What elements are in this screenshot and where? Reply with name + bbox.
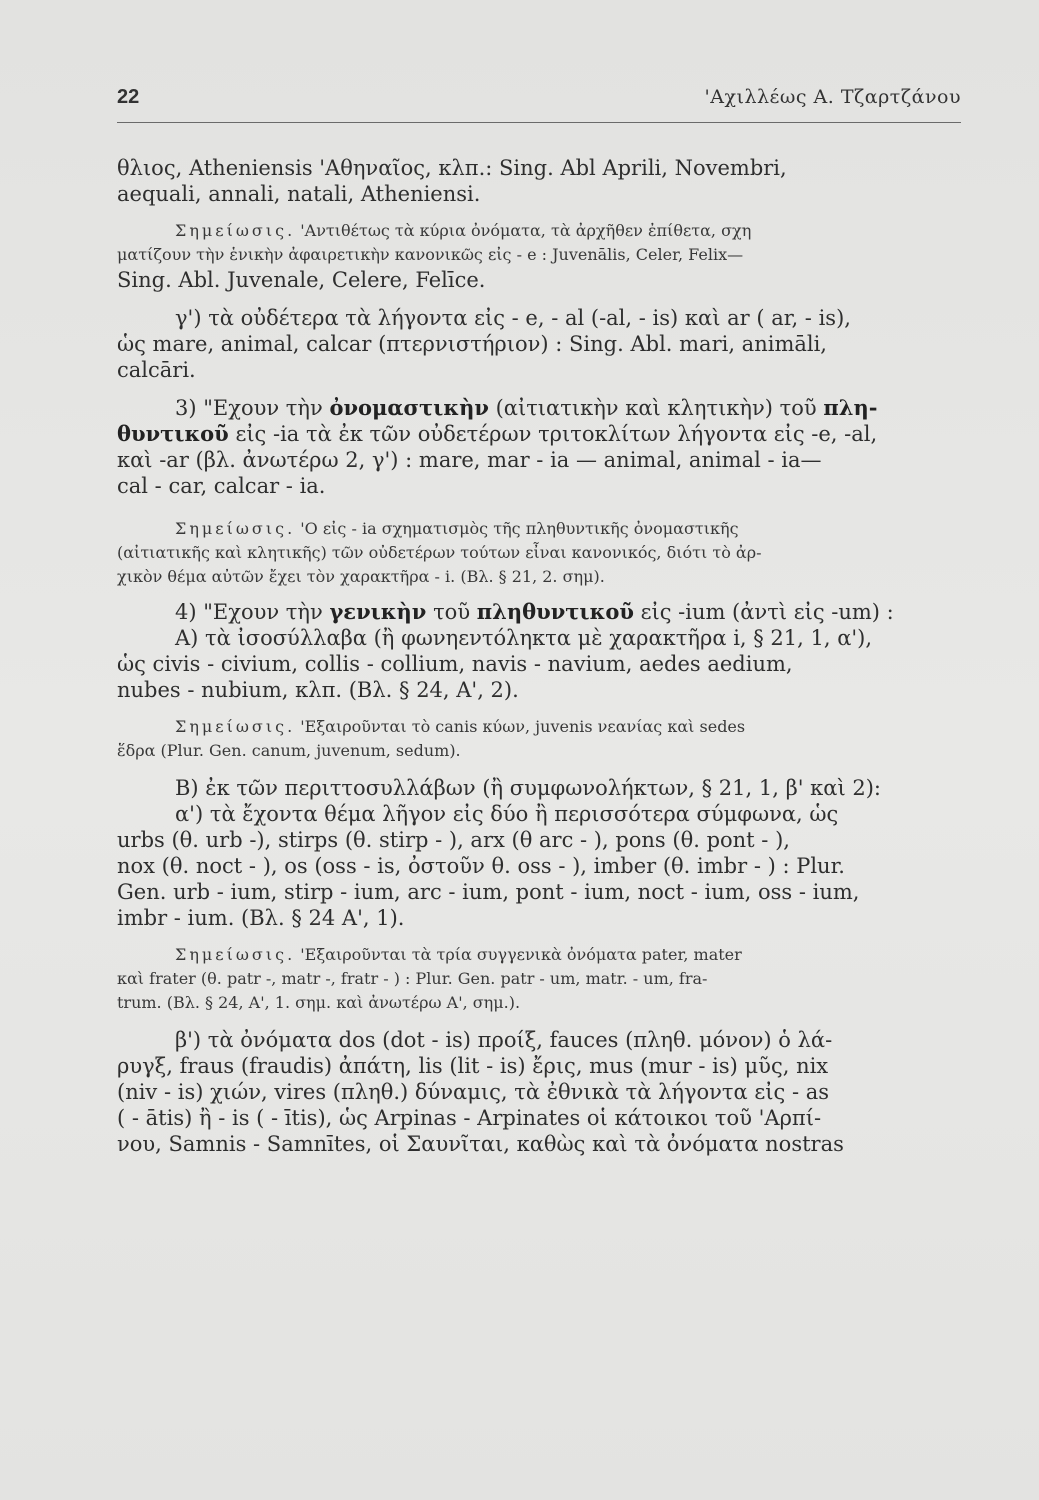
text-line: nubes - nubium, κλπ. (Βλ. § 24, Α', 2). bbox=[117, 678, 519, 702]
text-line: ὡς mare, animal, calcar (πτερνιστήριον) : Sing. Abl. mari, animāli, bbox=[117, 332, 827, 356]
note-line: trum. (Βλ. § 24, Α', 1. σημ. καὶ ἀνωτέρω Α', σημ.). bbox=[117, 993, 521, 1012]
text-line: cal - car, calcar - ia. bbox=[117, 474, 326, 498]
note-label: Σημείωσις. bbox=[175, 945, 296, 964]
text-line: Β) ἐκ τῶν περιττοσυλλάβων (ἢ συμφωνολήκτων, § 21, 1, β' καὶ 2): bbox=[175, 776, 882, 800]
page-number: 22 bbox=[117, 86, 140, 108]
text-line: α') τὰ ἔχοντα θέμα λῆγον εἰς δύο ἢ περισσότερα σύμφωνα, ὡς bbox=[175, 802, 839, 826]
section-beta bbox=[117, 1027, 961, 1157]
text-line: calcāri. bbox=[117, 358, 196, 382]
text-line: imbr - ium. (Βλ. § 24 Α', 1). bbox=[117, 906, 405, 930]
note-1 bbox=[117, 219, 961, 293]
note-line: Σημείωσις. 'Εξαιροῦνται τὸ canis κύων, juvenis νεανίας καὶ sedes bbox=[175, 717, 746, 736]
text-line: Α) τὰ ἰσοσύλλαβα (ἢ φωνηεντόληκτα μὲ χαρακτῆρα i, § 21, 1, α'), bbox=[175, 626, 873, 650]
text-line: ρυγξ, fraus (fraudis) ἀπάτη, lis (lit - is) ἔρις, mus (mur - is) μῦς, nix bbox=[117, 1054, 829, 1078]
text-line: θυντικοῦ εἰς -ia τὰ ἐκ τῶν οὐδετέρων τριτοκλίτων λήγοντα εἰς -e, -al, bbox=[117, 421, 878, 446]
text-line: ( - ātis) ἢ - is ( - ītis), ὡς Arpinas - Arpinates οἱ κάτοικοι τοῦ 'Αρπί- bbox=[117, 1106, 822, 1130]
bold-term: πλη- bbox=[823, 395, 878, 420]
running-head: 'Αχιλλέως Α. Τζαρτζάνου bbox=[704, 86, 961, 108]
text-line: nox (θ. noct - ), os (oss - is, ὀστοῦν θ. oss - ), imber (θ. imbr - ) : Plur. bbox=[117, 854, 845, 878]
text-line: ὡς civis - civium, collis - collium, navis - navium, aedes aedium, bbox=[117, 652, 793, 676]
text-line: 3) "Εχουν τὴν ὀνομαστικὴν (αἰτιατικὴν καὶ κλητικὴν) τοῦ πλη- bbox=[175, 395, 878, 420]
text-line: β') τὰ ὀνόματα dos (dot - is) προίξ, fauces (πληθ. μόνον) ὁ λά- bbox=[175, 1028, 833, 1052]
body-text bbox=[117, 155, 961, 1157]
note-line: Σημείωσις. 'Αντιθέτως τὰ κύρια ὀνόματα, τὰ ἀρχῆθεν ἐπίθετα, σχη bbox=[175, 221, 752, 240]
text-line: (niv - is) χιών, vires (πληθ.) δύναμις, τὰ ἐθνικὰ τὰ λήγοντα εἰς - as bbox=[117, 1080, 830, 1104]
note-3 bbox=[117, 715, 961, 763]
note-line: καὶ frater (θ. patr -, matr -, fratr - ) : Plur. Gen. patr - um, matr. - um, fra- bbox=[117, 969, 708, 988]
section-gamma bbox=[117, 305, 961, 383]
page-header bbox=[117, 86, 961, 123]
text-line: νου, Samnis - Samnītes, οἱ Σαυνῖται, καθὼς καὶ τὰ ὀνόματα nostras bbox=[117, 1132, 844, 1156]
note-line: χικὸν θέμα αὐτῶν ἔχει τὸν χαρακτῆρα - i. (Βλ. § 21, 2. σημ). bbox=[117, 567, 605, 586]
section-B bbox=[117, 775, 961, 931]
text-line: καὶ -ar (βλ. ἀνωτέρω 2, γ') : mare, mar - ia — animal, animal - ia— bbox=[117, 448, 822, 472]
note-line: Sing. Abl. Juvenale, Celere, Felīce. bbox=[117, 268, 486, 292]
note-line: ἕδρα (Plur. Gen. canum, juvenum, sedum). bbox=[117, 741, 461, 760]
bold-term: γενικὴν bbox=[329, 599, 427, 624]
note-label: Σημείωσις. bbox=[175, 519, 296, 538]
text-line: urbs (θ. urb -), stirps (θ. stirp - ), arx (θ arc - ), pons (θ. pont - ), bbox=[117, 828, 790, 852]
section-3 bbox=[117, 395, 961, 499]
note-line: ματίζουν τὴν ἑνικὴν ἀφαιρετικὴν κανονικῶς εἰς - e : Juvenālis, Celer, Felix— bbox=[117, 245, 744, 264]
note-line: (αἰτιατικῆς καὶ κλητικῆς) τῶν οὐδετέρων τούτων εἶναι κανονικός, διότι τὸ ἀρ- bbox=[117, 543, 762, 562]
text-line: γ') τὰ οὐδέτερα τὰ λήγοντα εἰς - e, - al (-al, - is) καὶ ar ( ar, - is), bbox=[175, 306, 851, 330]
text-line: Gen. urb - ium, stirp - ium, arc - ium, pont - ium, noct - ium, oss - ium, bbox=[117, 880, 860, 904]
section-4 bbox=[117, 599, 961, 703]
note-4 bbox=[117, 943, 961, 1015]
note-line: Σημείωσις. 'Εξαιροῦνται τὰ τρία συγγενικὰ ὀνόματα pater, mater bbox=[175, 945, 742, 964]
text-line: θλιος, Atheniensis 'Αθηναῖος, κλπ.: Sing. Abl Aprili, Novembri, bbox=[117, 156, 787, 180]
note-label: Σημείωσις. bbox=[175, 717, 296, 736]
bold-term: ὀνομαστικὴν bbox=[329, 395, 489, 420]
note-2 bbox=[117, 517, 961, 589]
note-line: Σημείωσις. 'Ο εἰς - ia σχηματισμὸς τῆς πληθυντικῆς ὀνομαστικῆς bbox=[175, 519, 739, 538]
bold-term: πληθυντικοῦ bbox=[476, 599, 634, 624]
text-line: 4) "Εχουν τὴν γενικὴν τοῦ πληθυντικοῦ εἰς -ium (ἀντὶ εἰς -um) : bbox=[175, 599, 894, 624]
text-line: aequali, annali, natali, Atheniensi. bbox=[117, 182, 481, 206]
bold-term: θυντικοῦ bbox=[117, 421, 229, 446]
note-label: Σημείωσις. bbox=[175, 221, 296, 240]
